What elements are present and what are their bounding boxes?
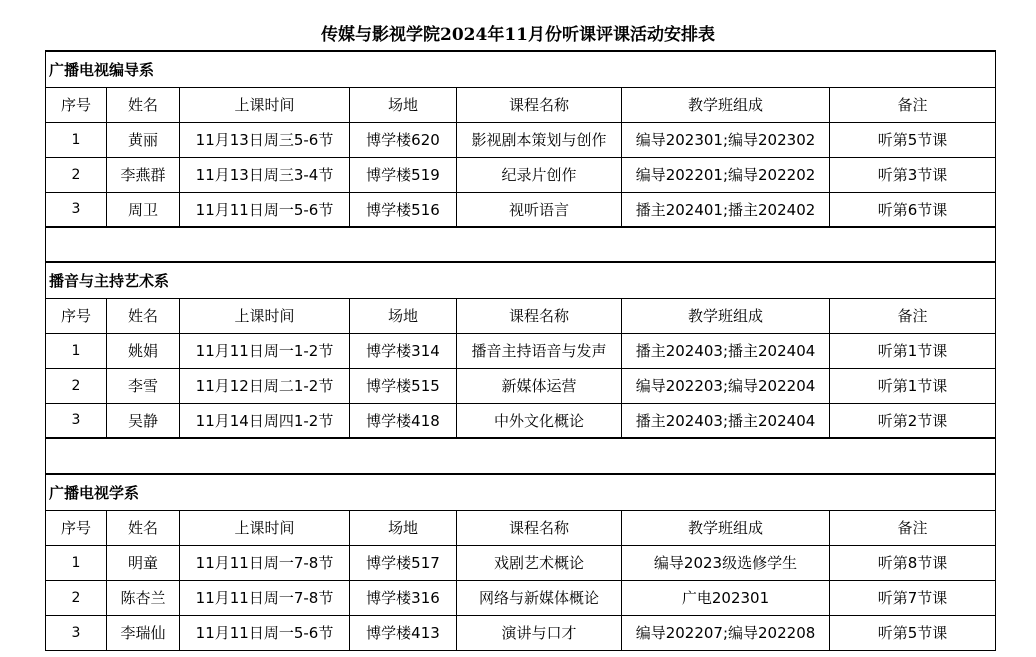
column-header: 上课时间 (180, 298, 350, 333)
column-header: 姓名 (107, 298, 180, 333)
table-row (46, 615, 996, 650)
column-header: 上课时间 (180, 87, 350, 122)
table-cell: 11月11日周一7-8节 (180, 545, 350, 580)
table-cell: 2 (46, 580, 107, 615)
table-cell: 11月11日周一5-6节 (180, 192, 350, 227)
table-cell: 11月11日周一5-6节 (180, 615, 350, 650)
column-header: 教学班组成 (622, 510, 830, 545)
section-title: 广播电视编导系 (46, 51, 996, 87)
column-header: 序号 (46, 298, 107, 333)
column-header: 教学班组成 (622, 87, 830, 122)
table-cell: 听第7节课 (830, 580, 996, 615)
header-row (46, 510, 996, 545)
column-header: 教学班组成 (622, 298, 830, 333)
table-cell: 播音主持语音与发声 (457, 333, 622, 368)
section-header (46, 51, 996, 87)
schedule-table (45, 50, 996, 651)
column-header: 序号 (46, 510, 107, 545)
table-cell: 2 (46, 157, 107, 192)
section-spacer (46, 227, 996, 262)
table-cell: 2 (46, 368, 107, 403)
table-cell: 编导202203;编导202204 (622, 368, 830, 403)
table-cell: 博学楼316 (350, 580, 457, 615)
table-cell: 网络与新媒体概论 (457, 580, 622, 615)
page-title: 传媒与影视学院2024年11月份听课评课活动安排表 (321, 25, 715, 45)
table-row (46, 580, 996, 615)
column-header: 课程名称 (457, 510, 622, 545)
table-cell: 11月13日周三5-6节 (180, 122, 350, 157)
table-cell: 陈杏兰 (107, 580, 180, 615)
table-cell: 周卫 (107, 192, 180, 227)
table-cell: 听第1节课 (830, 368, 996, 403)
table-cell: 听第3节课 (830, 157, 996, 192)
table-cell: 视听语言 (457, 192, 622, 227)
table-row (46, 368, 996, 403)
table-cell: 播主202401;播主202402 (622, 192, 830, 227)
table-cell: 博学楼516 (350, 192, 457, 227)
table-cell: 姚娟 (107, 333, 180, 368)
column-header: 姓名 (107, 87, 180, 122)
table-cell: 黄丽 (107, 122, 180, 157)
table-cell: 演讲与口才 (457, 615, 622, 650)
table-row (46, 122, 996, 157)
column-header: 场地 (350, 87, 457, 122)
table-cell: 新媒体运营 (457, 368, 622, 403)
column-header: 备注 (830, 298, 996, 333)
table-cell: 纪录片创作 (457, 157, 622, 192)
column-header: 上课时间 (180, 510, 350, 545)
table-cell: 影视剧本策划与创作 (457, 122, 622, 157)
table-row (46, 545, 996, 580)
table-cell: 李燕群 (107, 157, 180, 192)
table-cell: 听第1节课 (830, 333, 996, 368)
section-header (46, 262, 996, 298)
column-header: 备注 (830, 87, 996, 122)
table-cell: 博学楼517 (350, 545, 457, 580)
column-header: 姓名 (107, 510, 180, 545)
table-cell: 编导2023级选修学生 (622, 545, 830, 580)
column-header: 序号 (46, 87, 107, 122)
table-cell: 博学楼519 (350, 157, 457, 192)
table-cell: 1 (46, 122, 107, 157)
table-cell: 11月12日周二1-2节 (180, 368, 350, 403)
table-cell: 编导202201;编导202202 (622, 157, 830, 192)
column-header: 课程名称 (457, 298, 622, 333)
section-header (46, 474, 996, 510)
table-cell: 广电202301 (622, 580, 830, 615)
table-cell: 听第5节课 (830, 615, 996, 650)
table-cell: 听第2节课 (830, 403, 996, 438)
column-header: 课程名称 (457, 87, 622, 122)
section-spacer (46, 438, 996, 474)
table-cell: 编导202301;编导202302 (622, 122, 830, 157)
table-cell: 播主202403;播主202404 (622, 333, 830, 368)
table-cell: 3 (46, 403, 107, 438)
table-cell: 李瑞仙 (107, 615, 180, 650)
table-cell: 1 (46, 333, 107, 368)
table-cell: 听第8节课 (830, 545, 996, 580)
table-row (46, 403, 996, 438)
table-cell: 11月13日周三3-4节 (180, 157, 350, 192)
section-title: 广播电视学系 (46, 474, 996, 510)
table-row (46, 157, 996, 192)
table-cell: 博学楼314 (350, 333, 457, 368)
table-cell: 11月11日周一1-2节 (180, 333, 350, 368)
table-cell: 3 (46, 615, 107, 650)
header-row (46, 87, 996, 122)
table-cell: 吴静 (107, 403, 180, 438)
table-cell: 播主202403;播主202404 (622, 403, 830, 438)
table-cell: 11月11日周一7-8节 (180, 580, 350, 615)
table-cell: 博学楼620 (350, 122, 457, 157)
table-cell: 明童 (107, 545, 180, 580)
table-cell: 听第5节课 (830, 122, 996, 157)
table-cell: 戏剧艺术概论 (457, 545, 622, 580)
table-cell: 李雪 (107, 368, 180, 403)
table-cell: 博学楼515 (350, 368, 457, 403)
table-cell: 听第6节课 (830, 192, 996, 227)
column-header: 备注 (830, 510, 996, 545)
header-row (46, 298, 996, 333)
table-cell: 编导202207;编导202208 (622, 615, 830, 650)
table-cell: 1 (46, 545, 107, 580)
table-cell: 中外文化概论 (457, 403, 622, 438)
table-cell: 11月14日周四1-2节 (180, 403, 350, 438)
column-header: 场地 (350, 298, 457, 333)
table-cell: 博学楼413 (350, 615, 457, 650)
table-cell: 博学楼418 (350, 403, 457, 438)
table-row (46, 192, 996, 227)
table-cell: 3 (46, 192, 107, 227)
column-header: 场地 (350, 510, 457, 545)
table-row (46, 333, 996, 368)
section-title: 播音与主持艺术系 (46, 262, 996, 298)
